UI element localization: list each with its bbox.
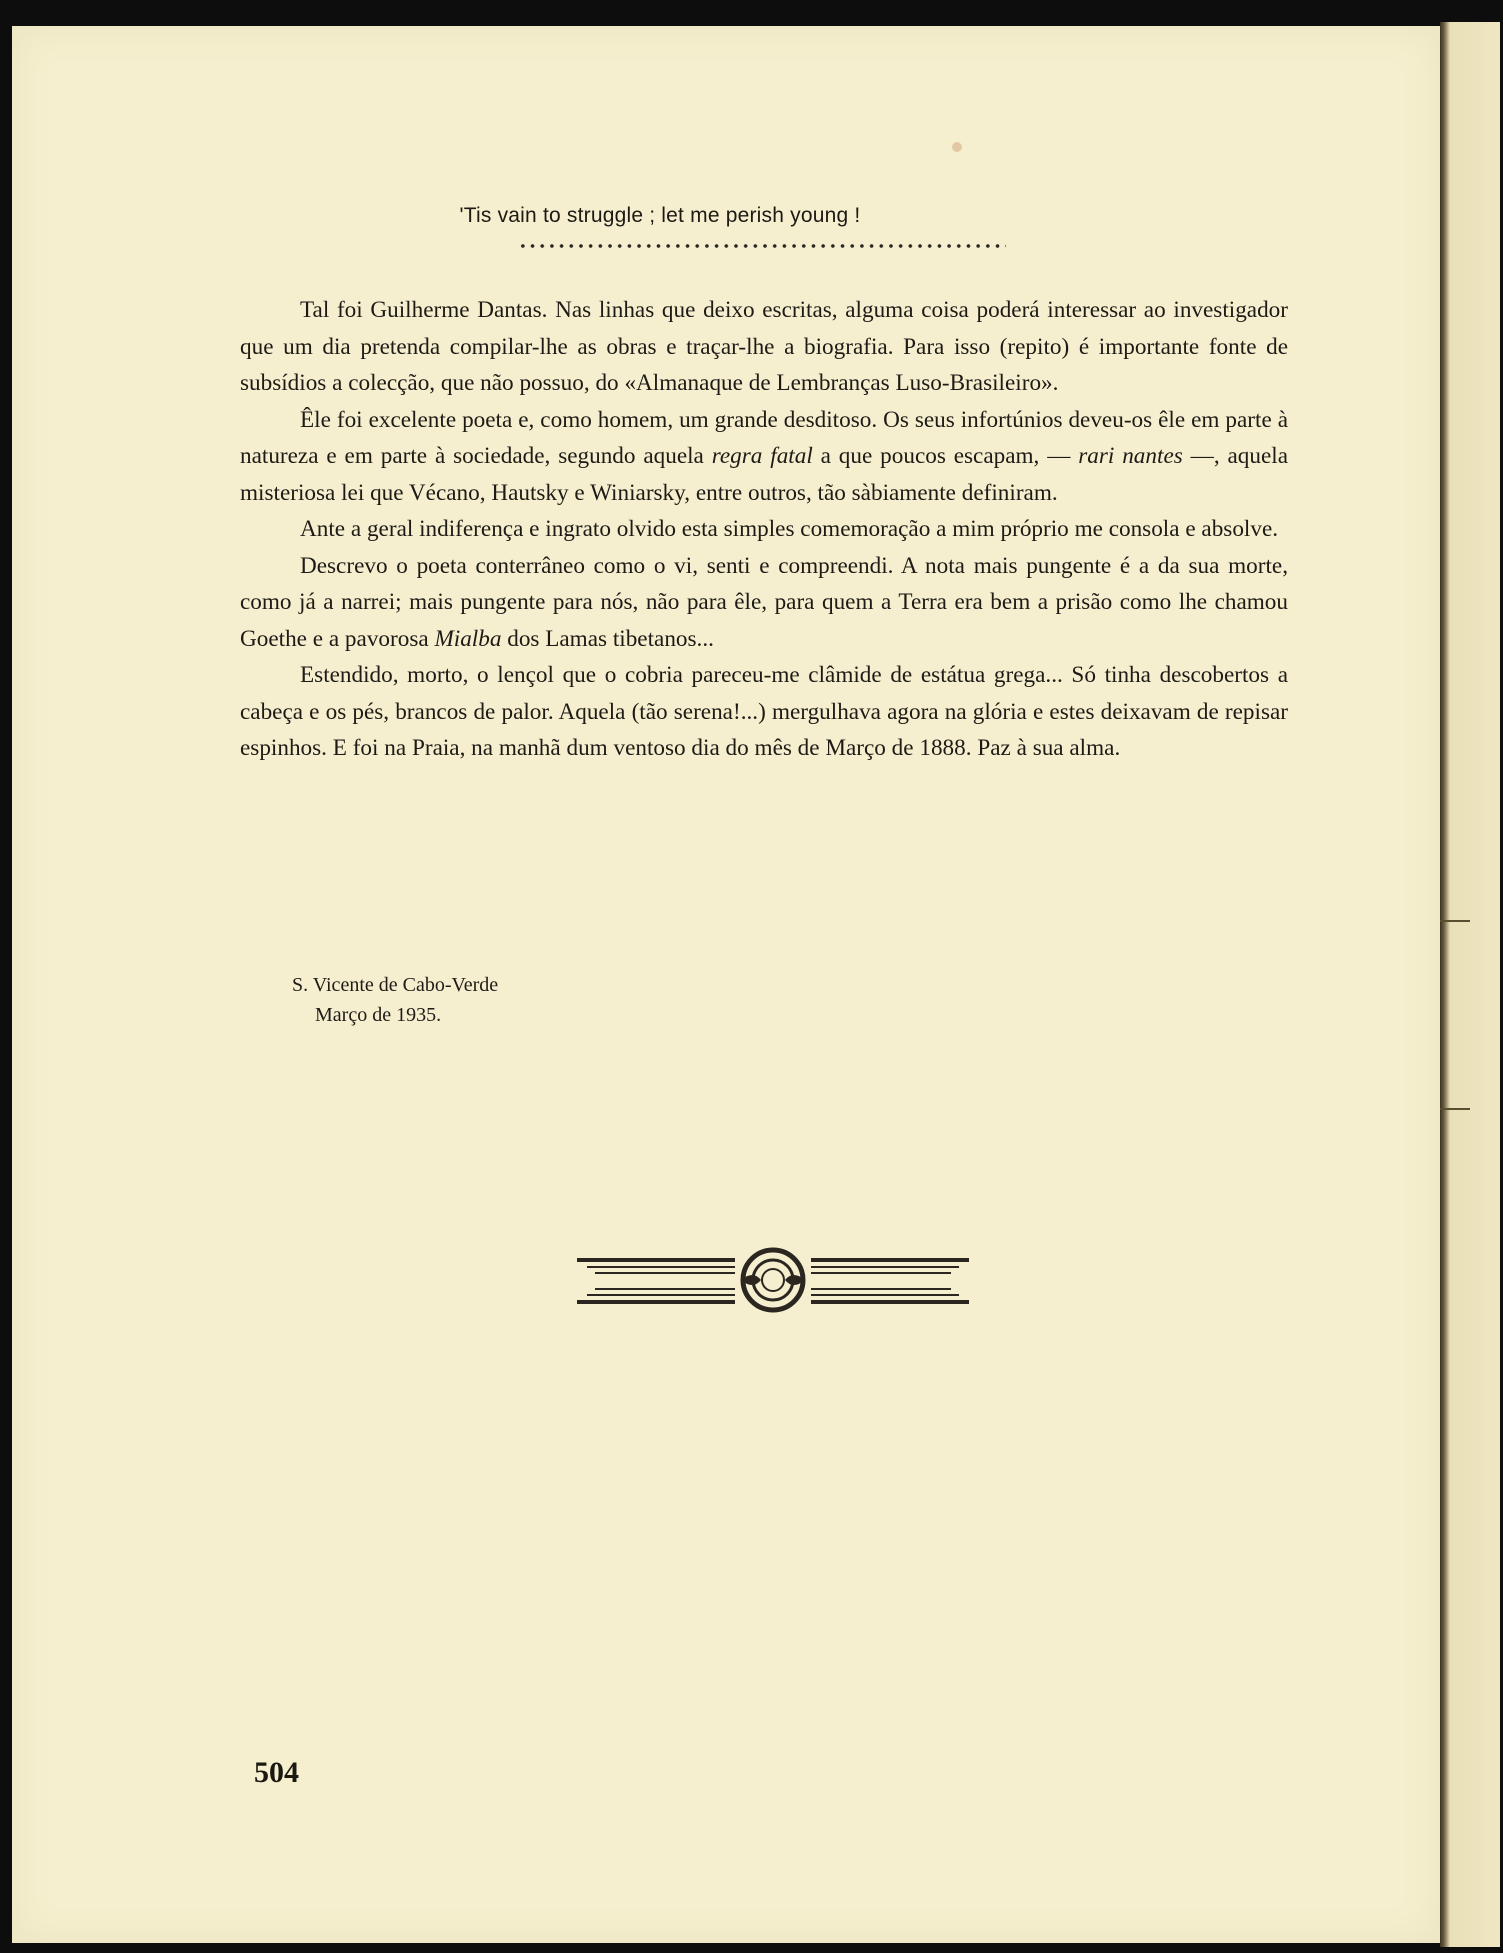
body-text: [240, 292, 1288, 767]
page-edge-mark: [1440, 920, 1470, 922]
paragraph-4-part-2: dos Lamas tibetanos...: [501, 625, 714, 652]
paragraph-5: [240, 657, 1288, 767]
paragraph-2: [240, 402, 1288, 512]
page-edge-mark: [1440, 1108, 1470, 1110]
paragraph-5-text: Estendido, morto, o lençol que o cobria pareceu-me clâmide de estátua grega... Só tinha descobertos a cabeça e os pés, brancos de palor. Aquela (tão serena!...) mergulhava agora na glória e estes deixavam de repisar espinhos. E foi na Praia, na manhã dum ventoso dia do mês de Março de 1888. Paz à sua alma.: [240, 662, 1288, 761]
paragraph-3-text: Ante a geral indiferença e ingrato olvido esta simples comemoração a mim próprio me consola e absolve.: [300, 516, 1279, 542]
next-page-edge: [1440, 22, 1500, 1947]
paragraph-2-part-2: a que poucos escapam, —: [812, 443, 1079, 469]
paper-stain: [952, 142, 962, 152]
paragraph-1-text: Tal foi Guilherme Dantas. Nas linhas que deixo escritas, alguma coisa poderá interessar ao investigador que um dia pretenda compilar-lhe as obras e traçar-lhe a biografia. Para isso (repito) é importante fonte de subsídios a colecção, que não possuo, do «Almanaque de Lembranças Luso-Brasileiro».: [240, 297, 1288, 396]
italic-regra-fatal: regra fatal: [711, 443, 813, 469]
italic-mialba: Mialba: [434, 625, 502, 652]
paragraph-1: [240, 292, 1288, 402]
italic-rari-nantes: rari nantes: [1078, 443, 1183, 469]
signature-block: [292, 970, 498, 1030]
paragraph-4-part-1: Descrevo o poeta conterrâneo como o vi, senti e compreendi. A nota mais pungente é a da sua morte, como já a narrei; mais pungente para nós, não para êle, para quem a Terra era bem a prisão como lhe chamou Goethe e a pavorosa: [240, 552, 1288, 652]
ellipsis-dot-leader: [518, 242, 1006, 250]
paragraph-2-part-1: Êle foi excelente poeta e, como homem, um grande desditoso. Os seus infortúnios deveu-os êle em parte à natureza e em parte à sociedade, segundo aquela: [240, 406, 1288, 469]
paragraph-3: [240, 511, 1288, 548]
epigraph-line: 'Tis vain to struggle ; let me perish young !: [459, 204, 861, 227]
paragraph-4: [240, 548, 1288, 658]
page-number: 504: [254, 1756, 299, 1789]
circular-medallion-ornament-icon: [575, 1246, 971, 1314]
paragraph-2-part-3: —, aquela misteriosa lei que Vécano, Hautsky e Winiarsky, entre outros, tão sàbiamente definiram.: [240, 443, 1288, 506]
signature-place: S. Vicente de Cabo-Verde: [292, 974, 499, 996]
signature-date: Março de 1935.: [315, 1004, 442, 1026]
